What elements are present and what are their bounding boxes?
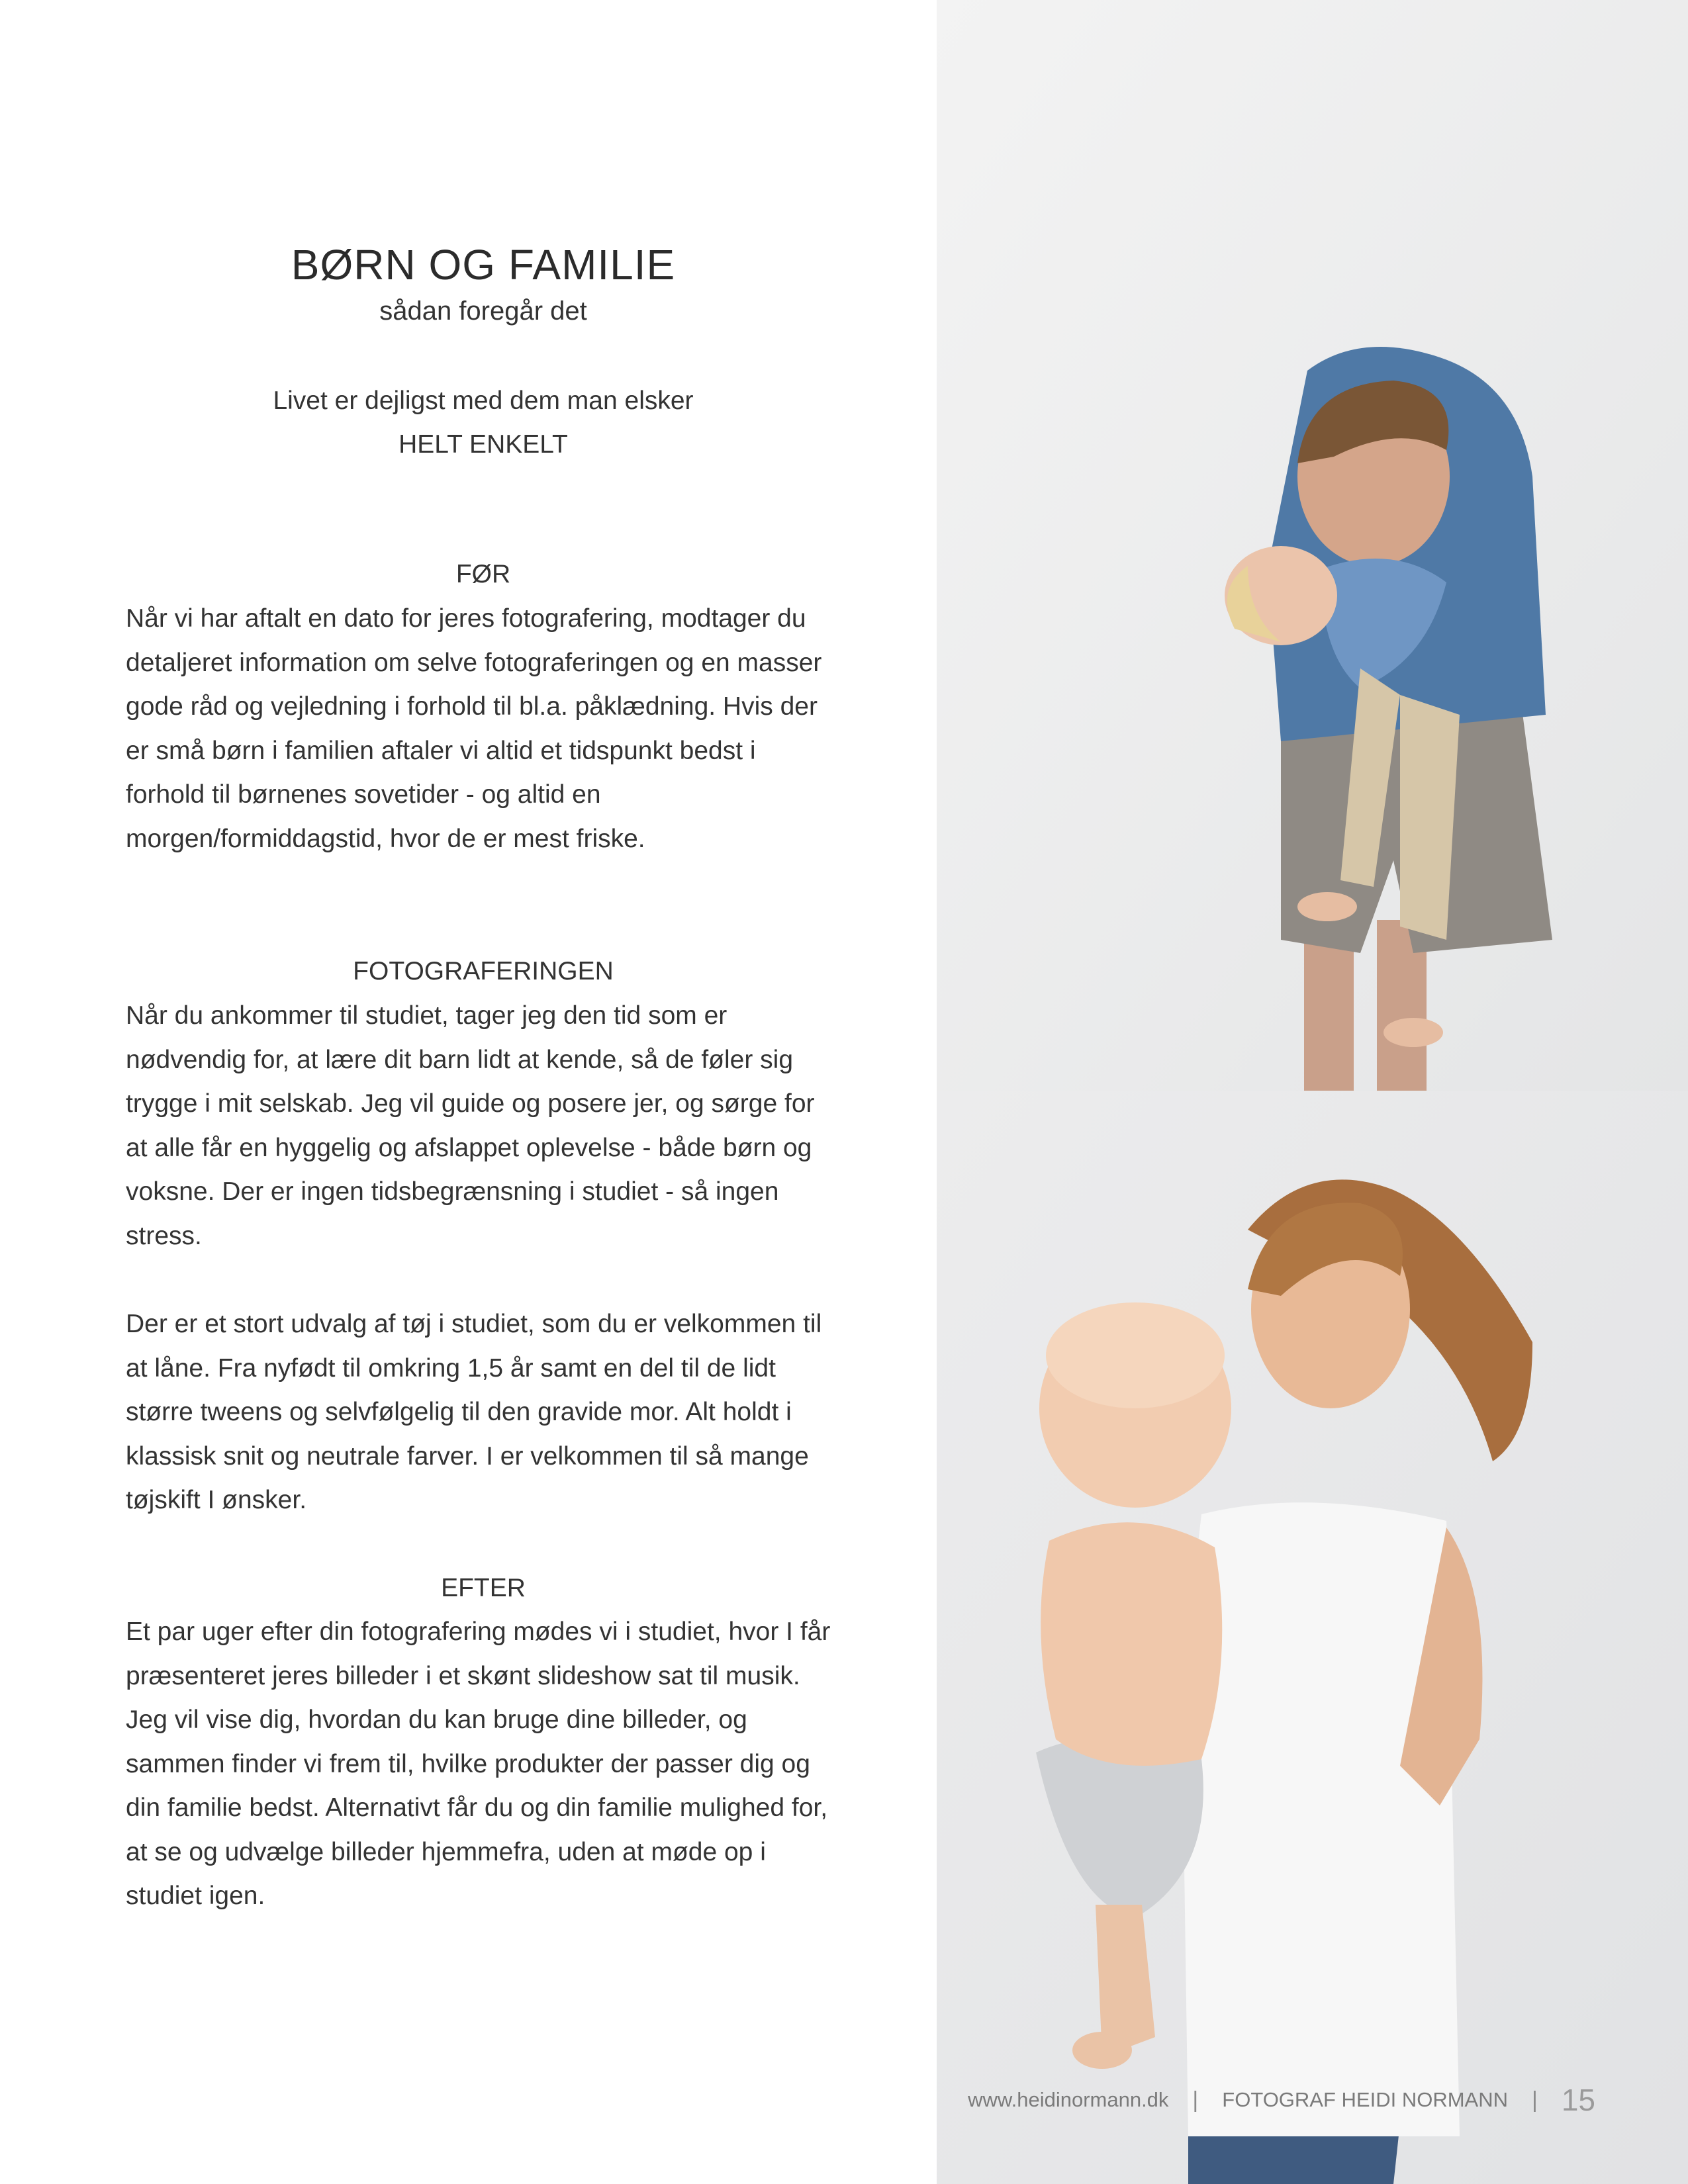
footer-separator: | bbox=[1531, 2087, 1538, 2113]
footer-separator: | bbox=[1192, 2087, 1199, 2113]
paragraph: Der er et stort udvalg af tøj i studiet, som du er velkommen til at låne. Fra nyfødt til omkring 1,5 år samt en del til de lidt større tweens og selvfølgelig til den gravide mor. Alt holdt i klassisk snit og neutrale farver. I er velkommen til så mange tøjskift I ønsker. bbox=[126, 1310, 822, 1514]
footer bbox=[907, 2077, 1595, 2123]
tagline-line-1: Livet er dejligst med dem man elsker bbox=[273, 387, 694, 415]
section-heading-after: EFTER bbox=[441, 1574, 526, 1602]
section-body-session-clothes bbox=[126, 1302, 841, 1523]
photo-father-and-son bbox=[937, 0, 1688, 1091]
photo-mother-and-baby bbox=[937, 1091, 1688, 2184]
footer-website: www.heidinormann.dk bbox=[968, 2088, 1169, 2111]
section-body-session bbox=[126, 994, 841, 1258]
section-body-after bbox=[126, 1610, 841, 1919]
section-body-before bbox=[126, 597, 841, 861]
tagline bbox=[126, 379, 841, 467]
footer-brand: FOTOGRAF HEIDI NORMANN bbox=[1222, 2088, 1508, 2111]
paragraph: Et par uger efter din fotografering mødes vi i studiet, hvor I får præsenteret jeres billeder i et skønt slideshow sat til musik. Jeg vil vise dig, hvordan du kan bruge dine billeder, og sammen finder vi frem til, hvilke produkter der passer dig og din familie bedst. Alternativt får du og din familie mulighed for, at se og udvælge billeder hjemmefra, uden at møde op i studiet igen. bbox=[126, 1617, 831, 1910]
page-title: BØRN OG FAMILIE bbox=[291, 241, 676, 289]
tagline-line-2: HELT ENKELT bbox=[399, 430, 568, 459]
section-heading-before: FØR bbox=[455, 560, 511, 588]
paragraph: Når du ankommer til studiet, tager jeg den tid som er nødvendig for, at lære dit barn lidt at kende, så de føler sig trygge i mit selskab. Jeg vil guide og posere jer, og sørge for at alle får en hyggelig og afslappet oplevelse - både børn og voksne. Der er ingen tidsbegrænsning i studiet - så ingen stress. bbox=[126, 1001, 815, 1250]
paragraph: Når vi har aftalt en dato for jeres fotografering, modtager du detaljeret information om selve fotograferingen og en masser gode råd og vejledning i forhold til bl.a. påklædning. Hvis der er små børn i familien aftaler vi altid et tidspunkt bedst i forhold til børnenes sovetider - og altid en morgen/formiddagstid, hvor de er mest friske. bbox=[126, 604, 822, 853]
page-number: 15 bbox=[1561, 2083, 1595, 2117]
page-subtitle: sådan foregår det bbox=[379, 296, 587, 326]
section-heading-session: FOTOGRAFERINGEN bbox=[353, 957, 614, 985]
